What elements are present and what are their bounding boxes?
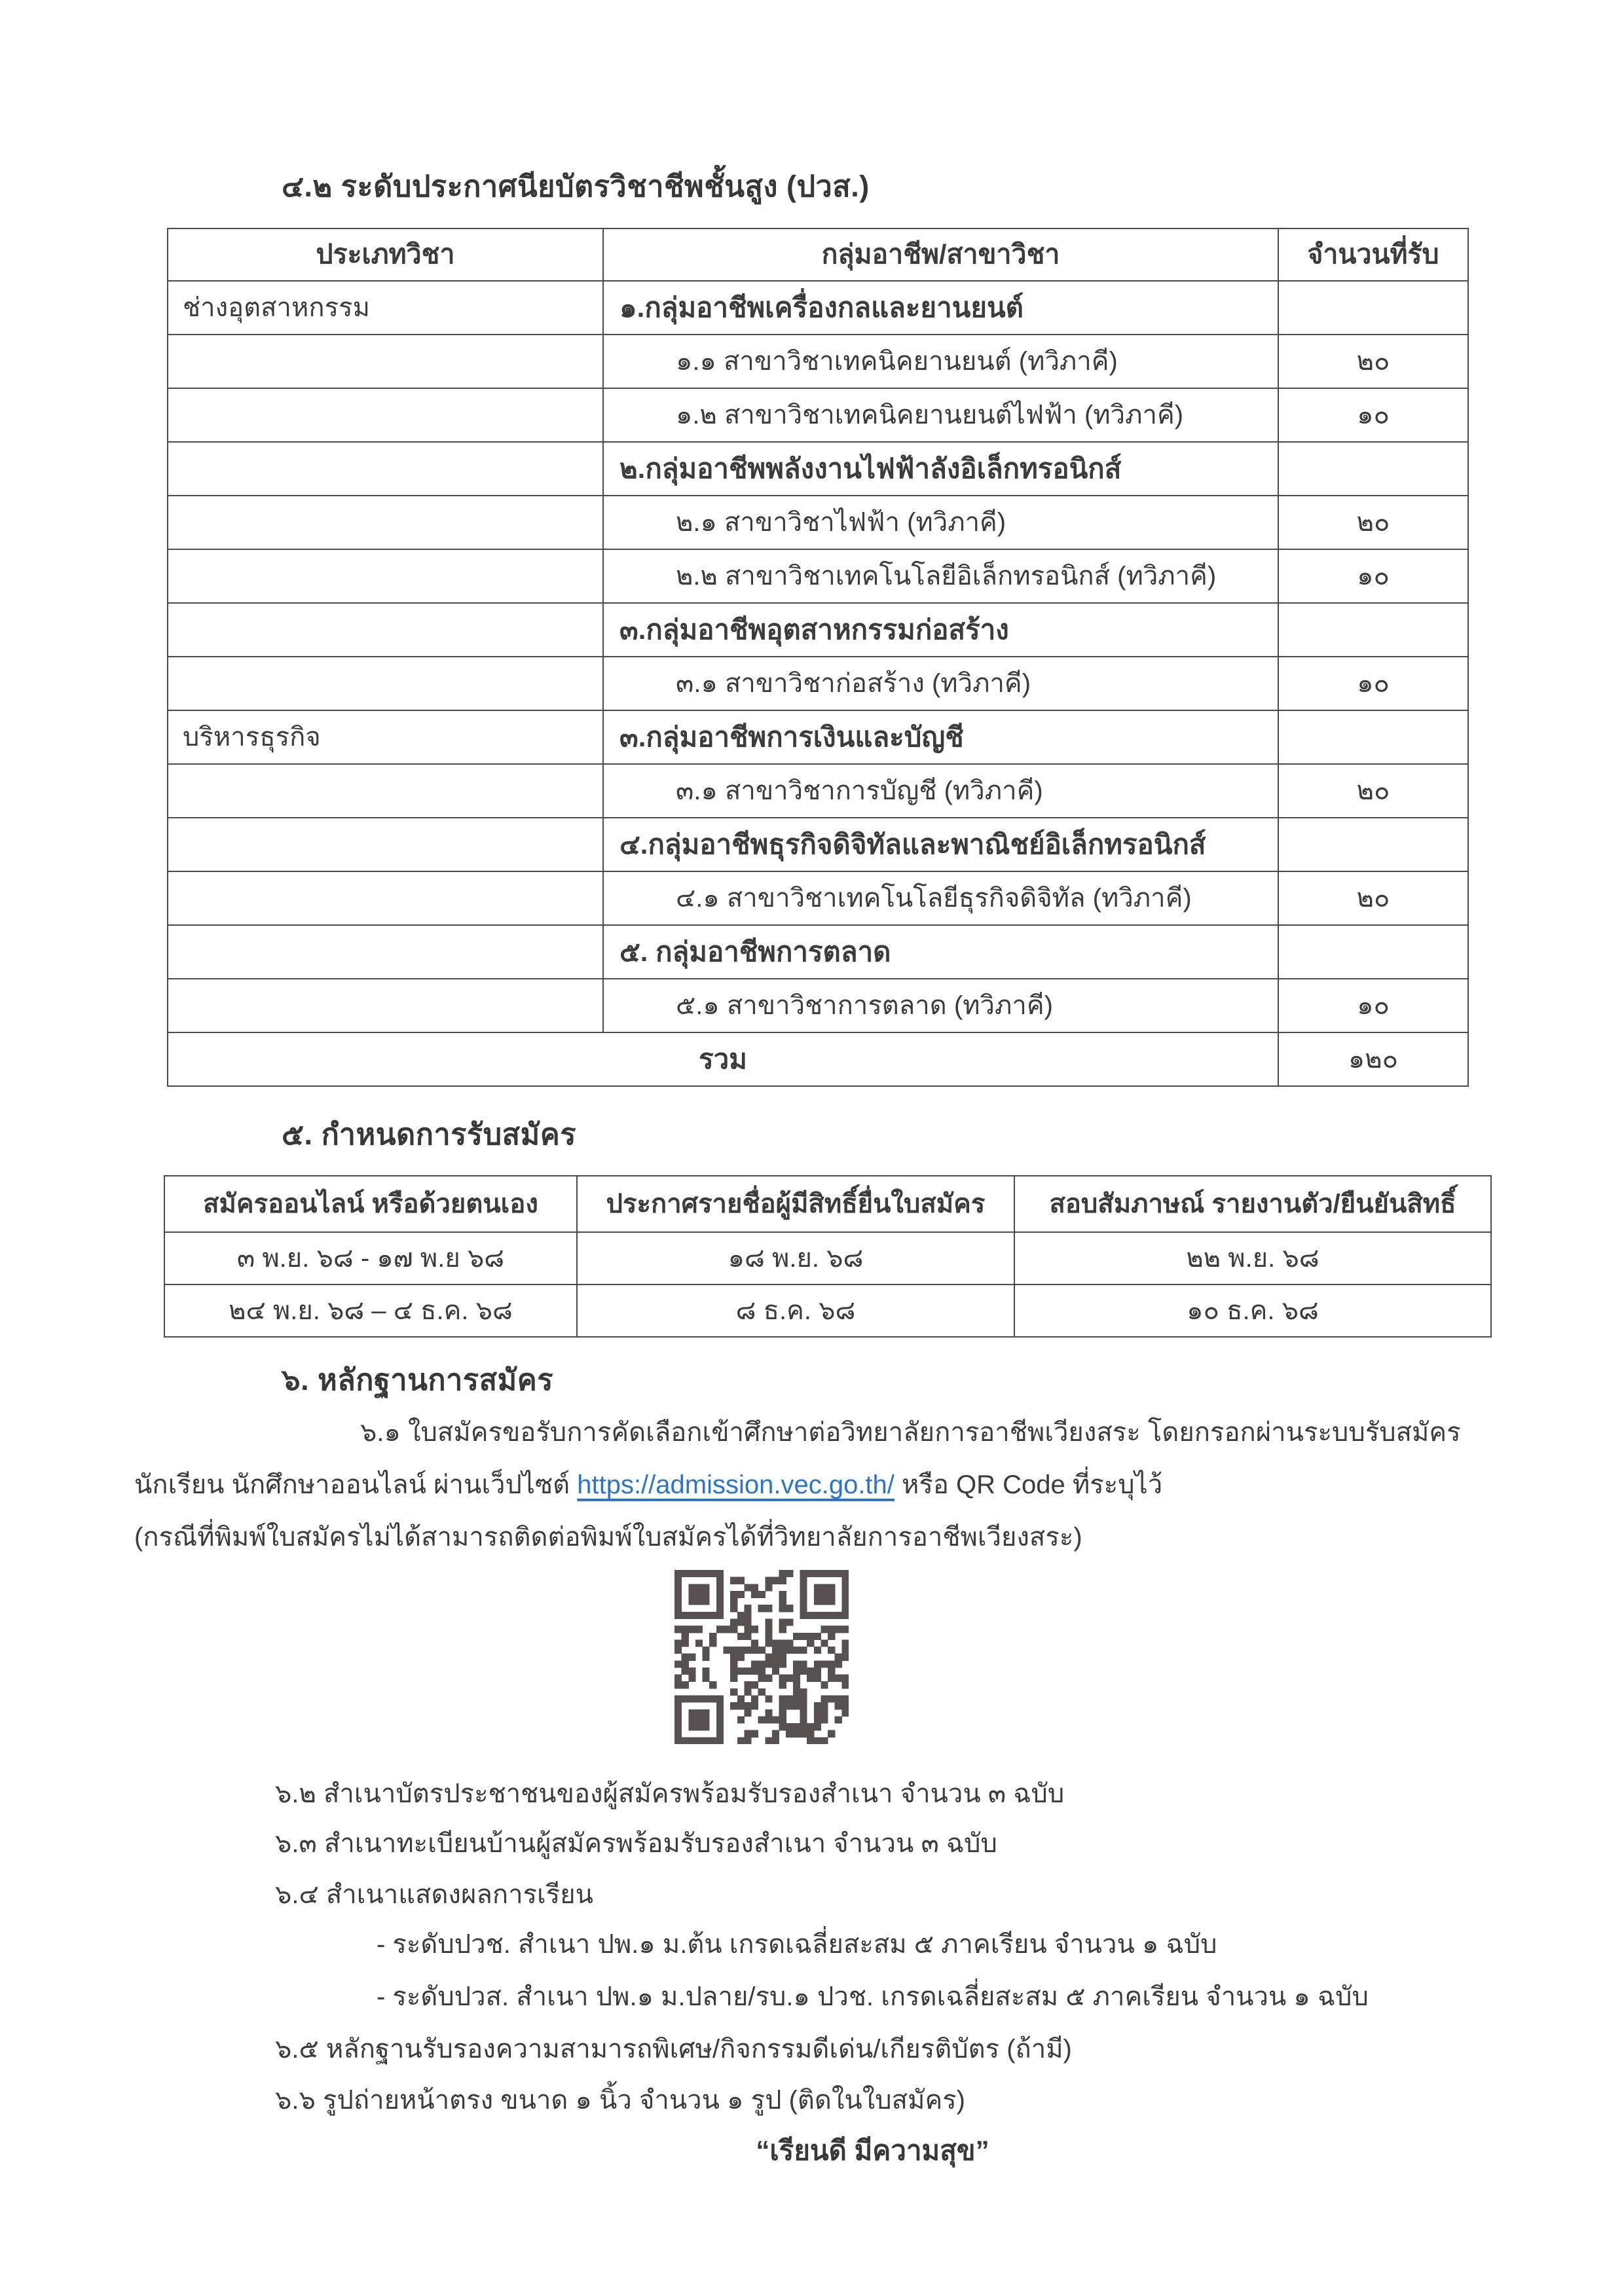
category-cell [168, 335, 603, 388]
table-row [168, 979, 1468, 1032]
evidence-item-6-6: ๖.๖ รูปถ่ายหน้าตรง ขนาด ๑ นิ้ว จำนวน ๑ รูป (ติดในใบสมัคร) [275, 2086, 966, 2115]
interview-date-cell: ๑๐ ธ.ค. ๖๘ [1014, 1285, 1491, 1337]
col-header-interview: สอบสัมภาษณ์ รายงานตัว/ยืนยันสิทธิ์ [1014, 1176, 1491, 1232]
seats-cell: ๑๐ [1278, 388, 1468, 442]
program-cell: ๒.๒ สาขาวิชาเทคโนโลยีอิเล็กทรอนิกส์ (ทวิภาคี) [603, 549, 1278, 603]
evidence-item-6-3: ๖.๓ สำเนาทะเบียนบ้านผู้สมัครพร้อมรับรองสำเนา จำนวน ๓ ฉบับ [275, 1829, 997, 1858]
table-row [168, 388, 1468, 442]
program-cell: ๑.๒ สาขาวิชาเทคนิคยานยนต์ไฟฟ้า (ทวิภาคี) [603, 388, 1278, 442]
section-5-title: ๕. กำหนดการรับสมัคร [282, 1118, 577, 1151]
admission-quota-table [167, 228, 1469, 1087]
total-value-cell: ๑๒๐ [1278, 1032, 1468, 1086]
col-header-announce: ประกาศรายชื่อผู้มีสิทธิ์ยื่นใบสมัคร [577, 1176, 1014, 1232]
table-row [168, 818, 1468, 871]
table-row [168, 657, 1468, 710]
program-cell: ๓.๑ สาขาวิชาก่อสร้าง (ทวิภาคี) [603, 657, 1278, 710]
program-cell: ๓.๑ สาขาวิชาการบัญชี (ทวิภาคี) [603, 764, 1278, 818]
seats-cell [1278, 925, 1468, 979]
table-row [164, 1232, 1491, 1285]
table-header-row [164, 1176, 1491, 1232]
evidence-item-6-4-sub2: - ระดับปวส. สำเนา ปพ.๑ ม.ปลาย/รบ.๑ ปวช. เกรดเฉลี่ยสะสม ๕ ภาคเรียน จำนวน ๑ ฉบับ [377, 1982, 1369, 2011]
table-total-row [168, 1032, 1468, 1086]
table-row [168, 281, 1468, 335]
category-cell [168, 496, 603, 549]
table-row [168, 442, 1468, 496]
seats-cell [1278, 603, 1468, 657]
col-header-program: กลุ่มอาชีพ/สาขาวิชา [603, 228, 1278, 281]
program-cell: ๓.กลุ่มอาชีพการเงินและบัญชี [603, 710, 1278, 764]
category-cell [168, 871, 603, 925]
seats-cell [1278, 281, 1468, 335]
seats-cell [1278, 442, 1468, 496]
program-cell: ๒.กลุ่มอาชีพพลังงานไฟฟ้าลังอิเล็กทรอนิกส์ [603, 442, 1278, 496]
interview-date-cell: ๒๒ พ.ย. ๖๘ [1014, 1232, 1491, 1285]
category-cell [168, 603, 603, 657]
evidence-item-6-1 [134, 1406, 1529, 1563]
section-4-2-title: ๔.๒ ระดับประกาศนียบัตรวิชาชีพชั้นสูง (ปวส.) [282, 170, 870, 203]
seats-cell [1278, 710, 1468, 764]
seats-cell: ๑๐ [1278, 549, 1468, 603]
qr-code [674, 1570, 849, 1744]
program-cell: ๒.๑ สาขาวิชาไฟฟ้า (ทวิภาคี) [603, 496, 1278, 549]
table-row [168, 710, 1468, 764]
program-cell: ๑.กลุ่มอาชีพเครื่องกลและยานยนต์ [603, 281, 1278, 335]
seats-cell: ๑๐ [1278, 657, 1468, 710]
table-row [168, 871, 1468, 925]
table-row [164, 1285, 1491, 1337]
table-header-row [168, 228, 1468, 281]
program-cell: ๕. กลุ่มอาชีพการตลาด [603, 925, 1278, 979]
seats-cell: ๑๐ [1278, 979, 1468, 1032]
evidence-item-6-2: ๖.๒ สำเนาบัตรประชาชนของผู้สมัครพร้อมรับรองสำเนา จำนวน ๓ ฉบับ [275, 1779, 1065, 1808]
announce-date-cell: ๘ ธ.ค. ๖๘ [577, 1285, 1014, 1337]
seats-cell: ๒๐ [1278, 871, 1468, 925]
application-schedule-table [164, 1175, 1492, 1338]
category-cell [168, 388, 603, 442]
school-motto: “เรียนดี มีความสุข” [756, 2135, 989, 2166]
table-row [168, 764, 1468, 818]
category-cell [168, 657, 603, 710]
category-cell [168, 442, 603, 496]
admission-website-link[interactable]: https://admission.vec.go.th/ [577, 1470, 895, 1499]
seats-cell: ๒๐ [1278, 335, 1468, 388]
evidence-item-6-4-sub1: - ระดับปวช. สำเนา ปพ.๑ ม.ต้น เกรดเฉลี่ยสะสม ๕ ภาคเรียน จำนวน ๑ ฉบับ [377, 1930, 1217, 1959]
category-cell [168, 979, 603, 1032]
col-header-seats: จำนวนที่รับ [1278, 228, 1468, 281]
program-cell: ๕.๑ สาขาวิชาการตลาด (ทวิภาคี) [603, 979, 1278, 1032]
item-6-1-line2-suffix: หรือ QR Code ที่ระบุไว้ [894, 1470, 1163, 1499]
table-row [168, 925, 1468, 979]
apply-period-cell: ๓ พ.ย. ๖๘ - ๑๗ พ.ย ๖๘ [164, 1232, 577, 1285]
category-cell: ช่างอุตสาหกรรม [168, 281, 603, 335]
item-6-1-line2-prefix: นักเรียน นักศึกษาออนไลน์ ผ่านเว็ปไซต์ [134, 1470, 578, 1499]
category-cell [168, 818, 603, 871]
category-cell [168, 925, 603, 979]
announce-date-cell: ๑๘ พ.ย. ๖๘ [577, 1232, 1014, 1285]
seats-cell: ๒๐ [1278, 496, 1468, 549]
evidence-item-6-5: ๖.๕ หลักฐานรับรองความสามารถพิเศษ/กิจกรรมดีเด่น/เกียรติบัตร (ถ้ามี) [275, 2035, 1072, 2064]
category-cell [168, 549, 603, 603]
section-6-title: ๖. หลักฐานการสมัคร [282, 1363, 553, 1396]
category-cell [168, 764, 603, 818]
table-row [168, 335, 1468, 388]
total-label-cell: รวม [168, 1032, 1278, 1086]
item-6-1-line1: ๖.๑ ใบสมัครขอรับการคัดเลือกเข้าศึกษาต่อวิทยาลัยการอาชีพเวียงสระ โดยกรอกผ่านระบบรับสมัคร [360, 1418, 1461, 1447]
table-row [168, 496, 1468, 549]
program-cell: ๑.๑ สาขาวิชาเทคนิคยานยนต์ (ทวิภาคี) [603, 335, 1278, 388]
item-6-1-line3: (กรณีที่พิมพ์ใบสมัครไม่ได้สามารถติดต่อพิมพ์ใบสมัครได้ที่วิทยาลัยการอาชีพเวียงสระ) [134, 1523, 1082, 1552]
program-cell: ๔.กลุ่มอาชีพธุรกิจดิจิทัลและพาณิชย์อิเล็กทรอนิกส์ [603, 818, 1278, 871]
evidence-item-6-4: ๖.๔ สำเนาแสดงผลการเรียน [275, 1880, 593, 1909]
program-cell: ๔.๑ สาขาวิชาเทคโนโลยีธุรกิจดิจิทัล (ทวิภาคี) [603, 871, 1278, 925]
seats-cell: ๒๐ [1278, 764, 1468, 818]
program-cell: ๓.กลุ่มอาชีพอุตสาหกรรมก่อสร้าง [603, 603, 1278, 657]
table-row [168, 549, 1468, 603]
category-cell: บริหารธุรกิจ [168, 710, 603, 764]
apply-period-cell: ๒๔ พ.ย. ๖๘ – ๔ ธ.ค. ๖๘ [164, 1285, 577, 1337]
col-header-apply: สมัครออนไลน์ หรือด้วยตนเอง [164, 1176, 577, 1232]
col-header-category: ประเภทวิชา [168, 228, 603, 281]
seats-cell [1278, 818, 1468, 871]
table-row [168, 603, 1468, 657]
